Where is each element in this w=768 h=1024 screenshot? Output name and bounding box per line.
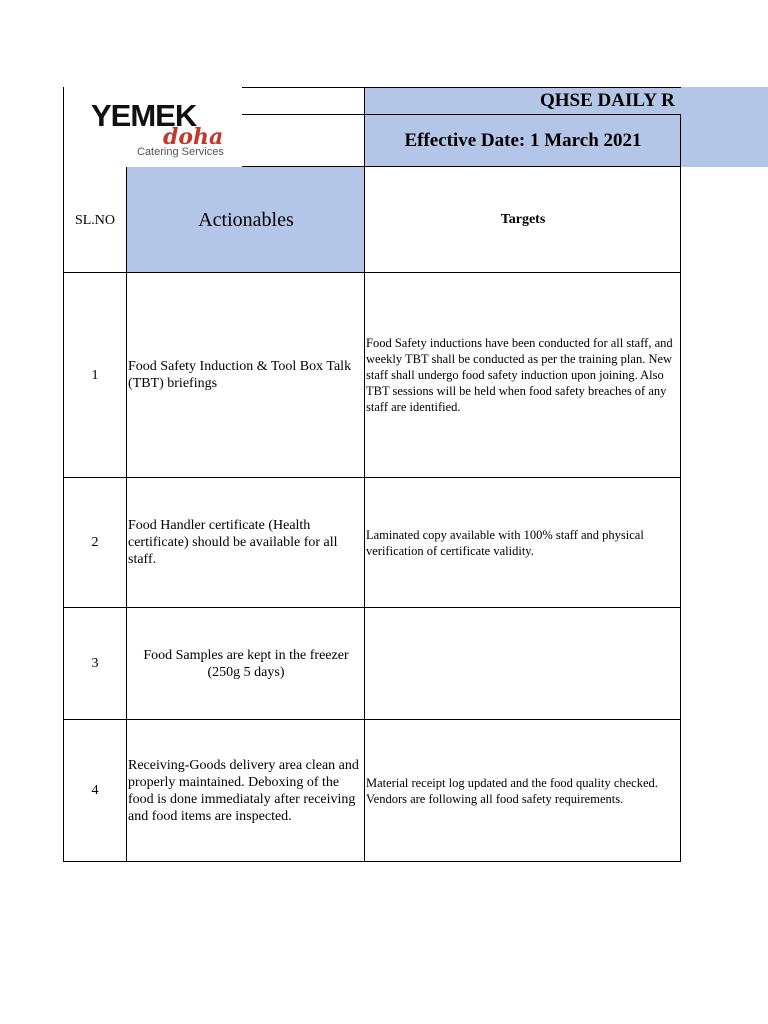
grid-line [242, 114, 681, 115]
column-header-slno: SL.NO [74, 212, 116, 228]
row-1-actionable: Food Safety Induction & Tool Box Talk (TBT) briefings [128, 359, 352, 391]
row-2-actionable: Food Handler certificate (Health certificate) should be available for all staff. [128, 518, 338, 567]
grid-line [63, 861, 681, 862]
logo-wordmark: YEMEK [91, 98, 197, 133]
row-3-target [366, 608, 680, 719]
document-title: QHSE DAILY R [540, 90, 675, 111]
effective-date: Effective Date: 1 March 2021 [404, 129, 642, 151]
company-logo [88, 100, 228, 164]
row-3-actionable: Food Samples are kept in the freezer (250g 5 days) [143, 647, 349, 680]
row-4-target: Material receipt log updated and the food quality checked. Vendors are following all food safety requirements. [366, 775, 658, 806]
grid-line [63, 719, 681, 720]
grid-line [242, 166, 681, 167]
logo-tagline: Catering Services [137, 146, 224, 158]
grid-line [63, 272, 681, 273]
row-4-slno: 4 [91, 783, 99, 798]
grid-line [63, 87, 64, 862]
row-1-target: Food Safety inductions have been conducted for all staff, and weekly TBT shall be conducted as per the training plan. New staff shall undergo food safety induction upon joining. Also TBT sessions will be held when food safety breaches of any staff are identified. [366, 336, 673, 414]
row-2-target: Laminated copy available with 100% staff and physical verification of certificate validity. [366, 527, 644, 558]
column-header-actionables: Actionables [198, 208, 294, 231]
column-header-targets: Targets [500, 212, 546, 227]
grid-line [63, 477, 681, 478]
grid-line [126, 167, 127, 862]
grid-line [242, 87, 681, 88]
grid-line [63, 607, 681, 608]
row-4-actionable: Receiving-Goods delivery area clean and properly maintained. Deboxing of the food is done immediataly after receiving and food items are inspected. [128, 757, 359, 824]
grid-line [364, 87, 365, 862]
row-3-slno: 3 [91, 656, 99, 671]
row-2-slno: 2 [91, 535, 99, 550]
row-1-slno: 1 [91, 367, 99, 383]
logo-script: doha [163, 124, 224, 150]
grid-line [680, 114, 681, 862]
title-overflow-fill [681, 87, 768, 167]
